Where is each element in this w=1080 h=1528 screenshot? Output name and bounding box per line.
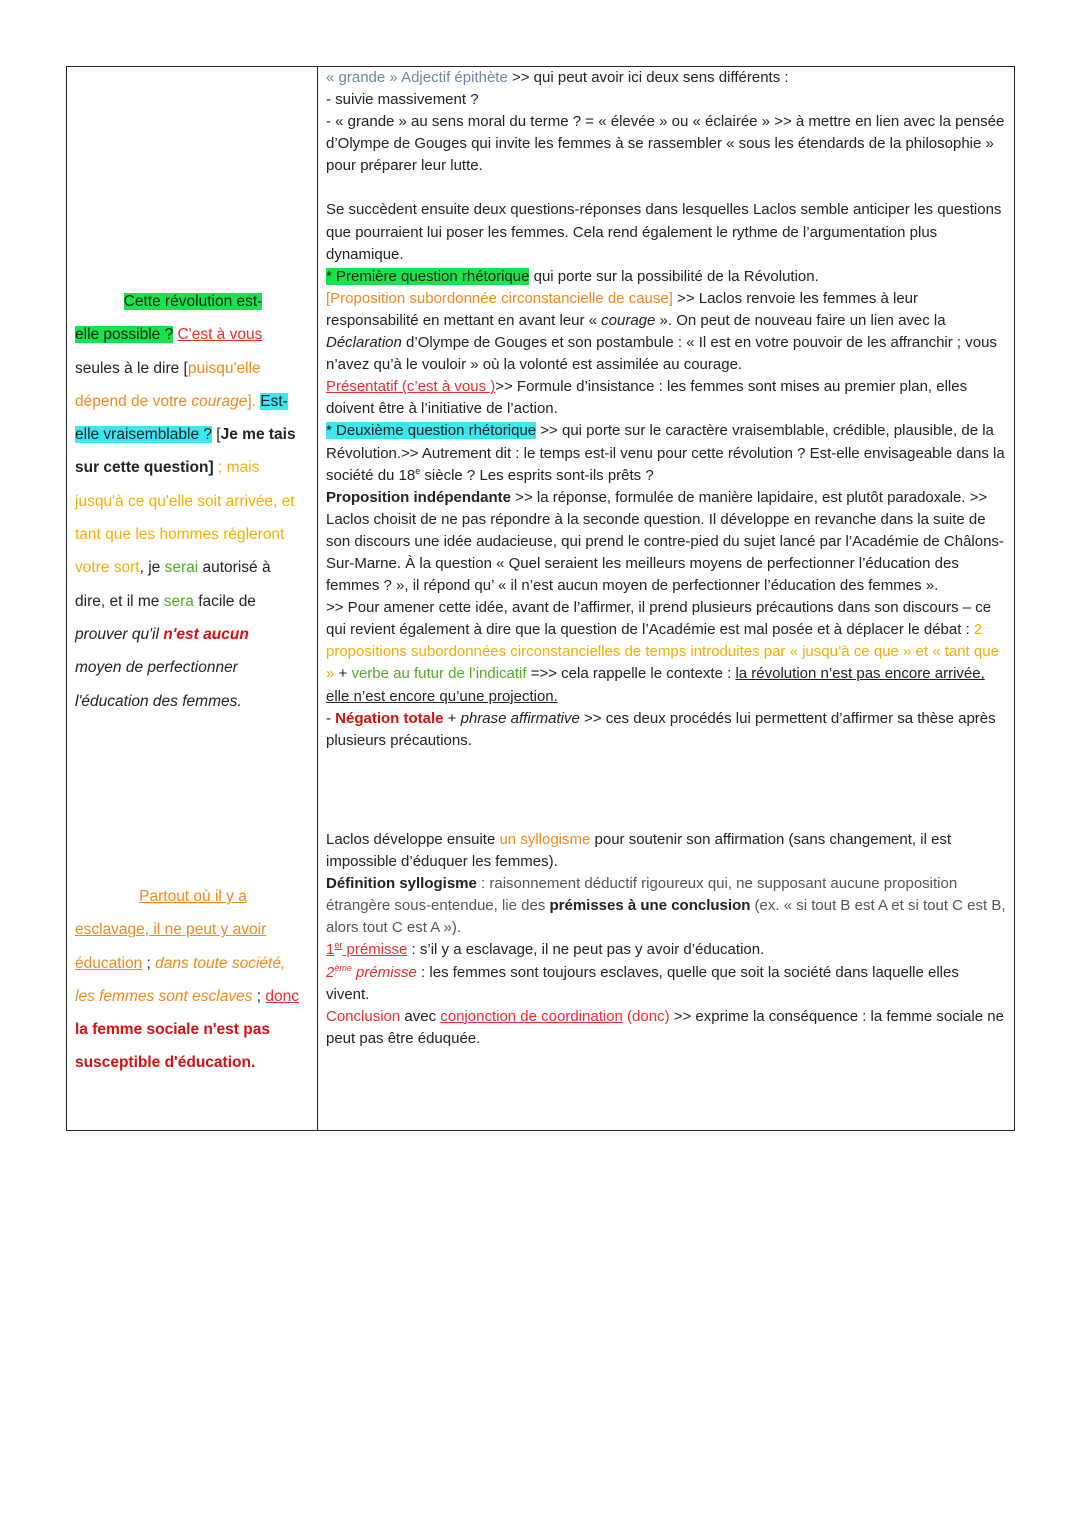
quote-line: susceptible d'éducation. bbox=[75, 1054, 256, 1072]
analysis-paragraph: Proposition indépendante >> la réponse, formulée de manière lapidaire, est plutôt paradoxale. >> Laclos choisit de ne pas répondre à la seconde question. Il développe en revanche dans la suite de son discours une idée audacieuse, qui prend le contre-pied du sujet lancé par l’Académie de Châlons-Sur-Marne. À la question « Quel seraient les meilleurs moyens de perfectionner l’éducation des femmes ? », il répond qu’ « il n’est aucun moyen de perfectionner l’éducation des femmes ». bbox=[326, 488, 1004, 595]
quote-line: seules à le dire [puisqu'elle bbox=[75, 359, 261, 377]
analysis-paragraph: Se succèdent ensuite deux questions-réponses dans lesquelles Laclos semble anticiper les questions que pourraient lui poser les femmes. Cela rend également le rythme de l’argumentation plus dynamique. bbox=[326, 201, 1002, 263]
quote-line: les femmes sont esclaves ; donc bbox=[75, 987, 300, 1005]
analysis-paragraph: 2ème prémisse : les femmes sont toujours esclaves, quelle que soit la société dans laquelle elles vivent. bbox=[326, 962, 959, 1003]
quote-line: votre sort, je serai autorisé à bbox=[75, 559, 271, 577]
quote-column-2 bbox=[75, 880, 311, 1080]
analysis-paragraph: 1er prémisse : s’il y a esclavage, il ne peut pas y avoir d’éducation. bbox=[326, 940, 765, 959]
quote-line: elle possible ? C'est à vous bbox=[75, 326, 263, 344]
analysis-paragraph: Définition syllogisme : raisonnement déductif rigoureux qui, ne supposant aucune proposition étrangère sous-entendue, lie des prémisses à une conclusion (ex. « si tout B est A et si tout C est B, alors tout C est A »). bbox=[326, 875, 1006, 937]
quote-line: la femme sociale n'est pas bbox=[75, 1021, 270, 1039]
quote-column-1 bbox=[75, 285, 311, 718]
quote-line: dire, et il me sera facile de bbox=[75, 592, 256, 610]
analysis-paragraph: - « grande » au sens moral du terme ? = « élevée » ou « éclairée » >> à mettre en lien avec la pensée d’Olympe de Gouges qui invite les femmes à se rassembler « sous les étendards de la philosophie » pour préparer leur lutte. bbox=[326, 113, 1005, 175]
analysis-paragraph: - Négation totale + phrase affirmative >> ces deux procédés lui permettent d’affirmer sa thèse après plusieurs précautions. bbox=[326, 709, 996, 749]
analysis-paragraph: * Première question rhétorique qui porte sur la possibilité de la Révolution. bbox=[326, 267, 819, 285]
analysis-paragraph: - suivie massivement ? bbox=[326, 91, 479, 109]
quote-line: sur cette question] ; mais bbox=[75, 459, 260, 477]
quote-line: jusqu'à ce qu'elle soit arrivée, et bbox=[75, 492, 295, 510]
analysis-paragraph: >> Pour amener cette idée, avant de l’affirmer, il prend plusieurs précautions dans son discours – ce qui revient également à dire que la question de l’Académie est mal posée et à déplacer le débat : 2 propositions subordonnées circonstancielles de temps introduites par « jusqu’à ce que » et « tant que » + verbe au futur de l’indicatif =>> cela rappelle le contexte : la révolution n’est pas encore arrivée, elle n’est encore qu’une projection. bbox=[326, 599, 999, 705]
quote-line: l'éducation des femmes. bbox=[75, 692, 242, 710]
analysis-paragraph: Laclos développe ensuite un syllogisme pour soutenir son affirmation (sans changement, il est impossible d’éduquer les femmes). bbox=[326, 831, 952, 871]
quote-line: Cette révolution est- bbox=[123, 293, 263, 310]
analysis-paragraph: [Proposition subordonnée circonstancielle de cause] >> Laclos renvoie les femmes à leur responsabilité en mettant en avant leur « courage ». On peut de nouveau faire un lien avec la Déclaration d’Olympe de Gouges et son postambule : « Il est en votre pouvoir de les affranchir ; vous n’avez qu’à le vouloir » où la volonté est assimilée au courage. bbox=[326, 289, 997, 374]
quote-line: dépend de votre courage]. Est- bbox=[75, 392, 288, 410]
quote-line: tant que les hommes régleront bbox=[75, 526, 285, 544]
analysis-paragraph: Conclusion avec conjonction de coordination (donc) >> exprime la conséquence : la femme sociale ne peut pas être éduquée. bbox=[326, 1007, 1004, 1047]
analysis-paragraph: * Deuxième question rhétorique >> qui porte sur le caractère vraisemblable, crédible, plausible, de la Révolution.>> Autrement dit : le temps est-il venu pour cette révolution ? Est-elle envisageable dans la société du 18e siècle ? Les esprits sont-ils prêts ? bbox=[326, 422, 1005, 484]
quote-line: Partout où il y a bbox=[139, 888, 247, 905]
analysis-column-1 bbox=[326, 67, 1006, 752]
analysis-paragraph: Présentatif (c’est à vous )>> Formule d’insistance : les femmes sont mises au premier plan, elles doivent être à l’initiative de l’action. bbox=[326, 378, 968, 418]
quote-line: prouver qu'il n'est aucun bbox=[75, 625, 249, 643]
analysis-paragraph: « grande » Adjectif épithète >> qui peut avoir ici deux sens différents : bbox=[326, 69, 789, 86]
quote-line: éducation ; dans toute société, bbox=[75, 954, 286, 972]
analysis-column-2 bbox=[326, 829, 1006, 1050]
quote-line: esclavage, il ne peut y avoir bbox=[75, 921, 267, 939]
quote-line: moyen de perfectionner bbox=[75, 659, 238, 677]
spacer bbox=[326, 177, 1006, 199]
column-divider bbox=[317, 67, 318, 1130]
analysis-table bbox=[66, 66, 1015, 1131]
quote-line: elle vraisemblable ? [Je me tais bbox=[75, 426, 296, 444]
